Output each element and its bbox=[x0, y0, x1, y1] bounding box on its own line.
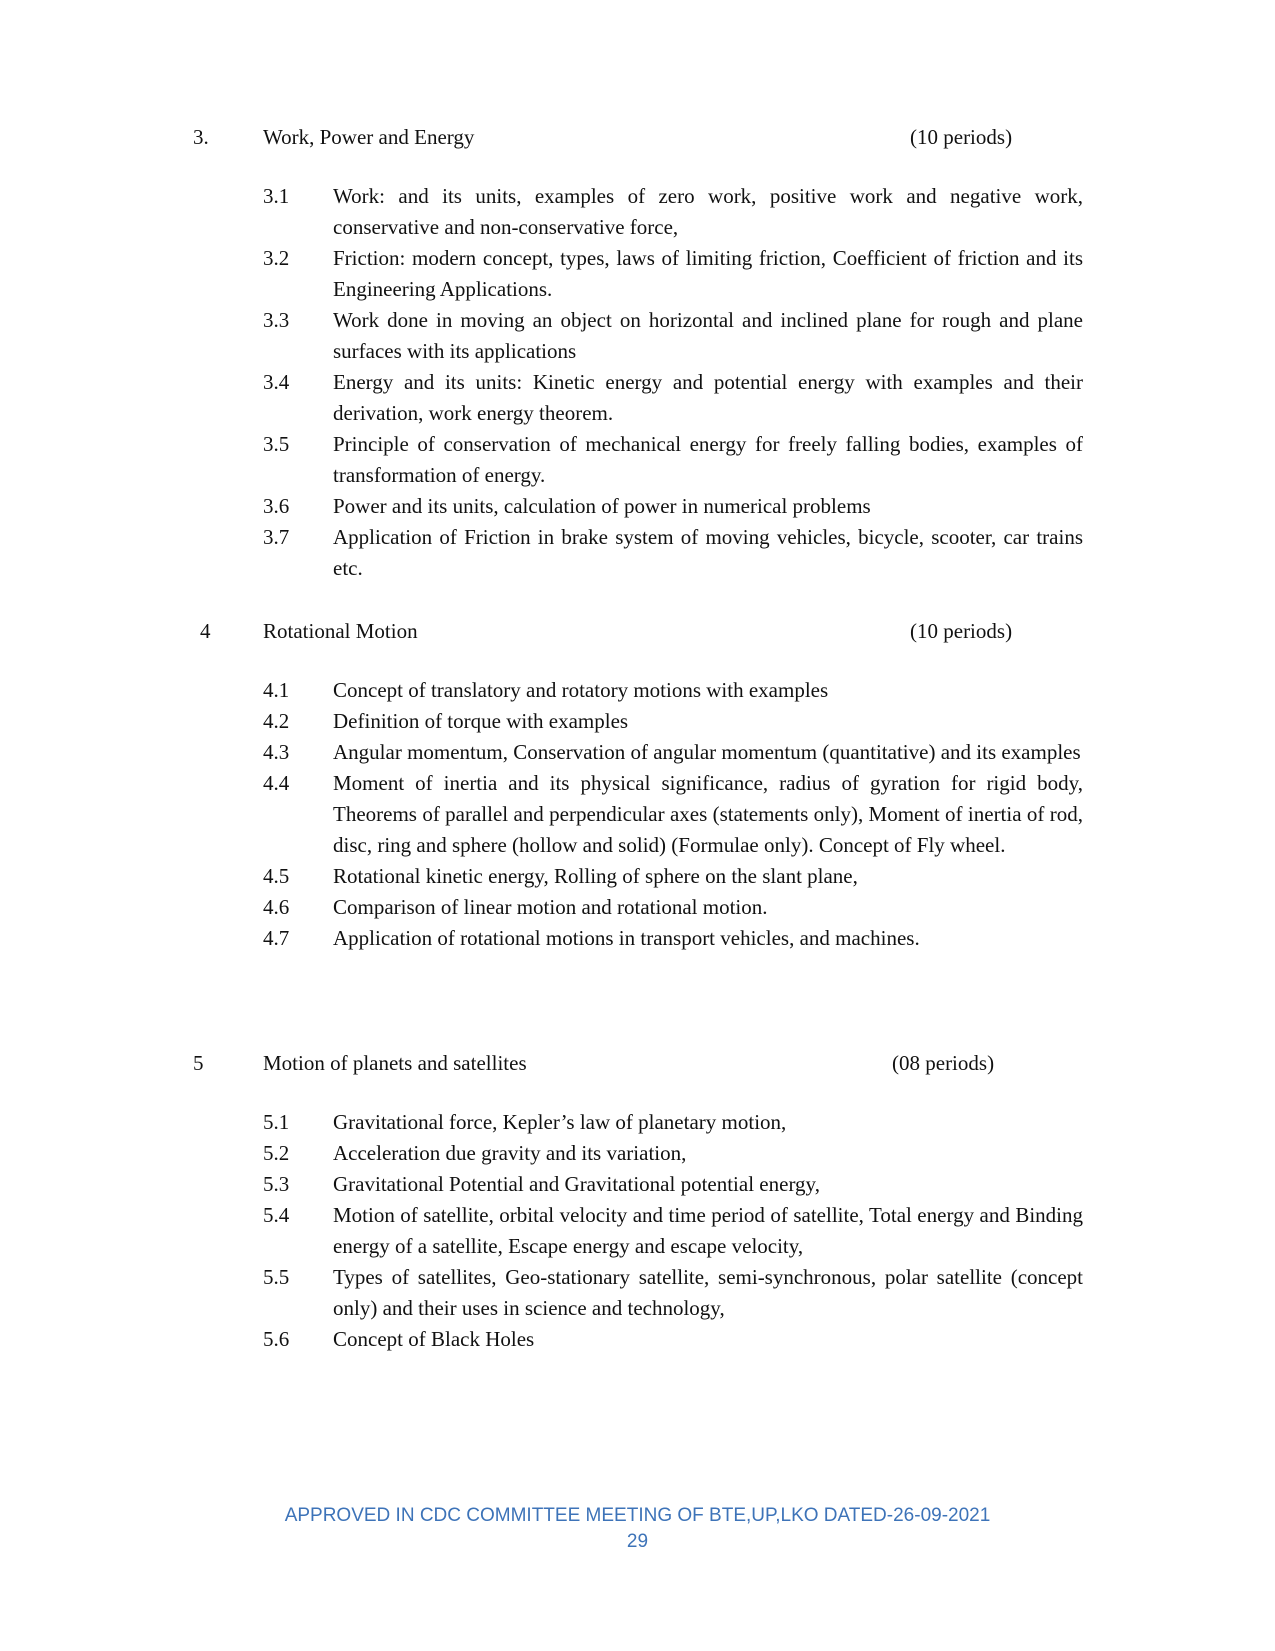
item-text: Work done in moving an object on horizontal and inclined plane for rough and plane surfaces with its applications bbox=[333, 308, 1083, 363]
item-text: Concept of Black Holes bbox=[333, 1327, 535, 1351]
item-text: Application of rotational motions in transport vehicles, and machines. bbox=[333, 926, 920, 950]
footer-approval: APPROVED IN CDC COMMITTEE MEETING OF BTE,UP,LKO DATED-26-09-2021 bbox=[284, 1505, 991, 1526]
item-number: 4.5 bbox=[263, 864, 290, 888]
section-number: 5 bbox=[193, 1051, 204, 1075]
section-title: Work, Power and Energy bbox=[263, 125, 475, 149]
item-number: 4.6 bbox=[263, 895, 290, 919]
item-number: 3.3 bbox=[263, 308, 290, 332]
list-item bbox=[0, 305, 1275, 367]
list-item bbox=[0, 1107, 1275, 1138]
section-number: 4 bbox=[200, 619, 211, 643]
item-number: 3.1 bbox=[263, 184, 290, 208]
list-item bbox=[0, 1200, 1275, 1262]
item-text: Work: and its units, examples of zero work, positive work and negative work, conservative and non-conservative force, bbox=[333, 184, 1083, 239]
item-number: 4.4 bbox=[263, 771, 290, 795]
page-number: 29 bbox=[626, 1531, 649, 1552]
list-item bbox=[0, 429, 1275, 491]
section-4 bbox=[0, 616, 1275, 950]
section-title: Rotational Motion bbox=[263, 619, 418, 643]
list-item bbox=[0, 768, 1275, 861]
list-item bbox=[0, 923, 1275, 954]
item-number: 3.6 bbox=[263, 494, 290, 518]
item-number: 4.7 bbox=[263, 926, 290, 950]
item-text: Gravitational force, Kepler’s law of planetary motion, bbox=[333, 1110, 787, 1134]
item-text: Angular momentum, Conservation of angular momentum (quantitative) and its examples bbox=[333, 740, 1081, 764]
item-list bbox=[0, 181, 1275, 584]
section-heading bbox=[0, 122, 1275, 154]
item-text: Power and its units, calculation of power in numerical problems bbox=[333, 494, 871, 518]
item-text: Principle of conservation of mechanical energy for freely falling bodies, examples of transformation of energy. bbox=[333, 432, 1083, 487]
section-3 bbox=[0, 122, 1275, 580]
list-item bbox=[0, 706, 1275, 737]
item-number: 5.1 bbox=[263, 1110, 290, 1134]
item-text: Comparison of linear motion and rotational motion. bbox=[333, 895, 768, 919]
item-text: Motion of satellite, orbital velocity and time period of satellite, Total energy and Binding energy of a satellite, Escape energy and escape velocity, bbox=[333, 1203, 1083, 1258]
item-text: Concept of translatory and rotatory motions with examples bbox=[333, 678, 829, 702]
item-number: 5.2 bbox=[263, 1141, 290, 1165]
item-text: Rotational kinetic energy, Rolling of sphere on the slant plane, bbox=[333, 864, 858, 888]
section-title: Motion of planets and satellites bbox=[263, 1051, 527, 1075]
item-number: 5.5 bbox=[263, 1265, 290, 1289]
section-periods: (10 periods) bbox=[910, 125, 1013, 149]
list-item bbox=[0, 1262, 1275, 1324]
list-item bbox=[0, 1169, 1275, 1200]
list-item bbox=[0, 491, 1275, 522]
item-number: 3.2 bbox=[263, 246, 290, 270]
item-text: Moment of inertia and its physical significance, radius of gyration for rigid body, Theorems of parallel and perpendicular axes (statements only), Moment of inertia of rod, disc, ring and sphere (hollow and solid) (Formulae only). Concept of Fly wheel. bbox=[333, 771, 1083, 857]
item-text: Application of Friction in brake system of moving vehicles, bicycle, scooter, car trains etc. bbox=[333, 525, 1083, 580]
item-text: Types of satellites, Geo-stationary satellite, semi-synchronous, polar satellite (concept only) and their uses in science and technology, bbox=[333, 1265, 1083, 1320]
item-number: 5.4 bbox=[263, 1203, 290, 1227]
item-number: 3.5 bbox=[263, 432, 290, 456]
item-text: Gravitational Potential and Gravitational potential energy, bbox=[333, 1172, 820, 1196]
item-text: Friction: modern concept, types, laws of limiting friction, Coefficient of friction and its Engineering Applications. bbox=[333, 246, 1083, 301]
item-number: 3.4 bbox=[263, 370, 290, 394]
list-item bbox=[0, 675, 1275, 706]
item-number: 4.2 bbox=[263, 709, 290, 733]
list-item bbox=[0, 1138, 1275, 1169]
item-text: Energy and its units: Kinetic energy and potential energy with examples and their derivation, work energy theorem. bbox=[333, 370, 1083, 425]
item-text: Acceleration due gravity and its variation, bbox=[333, 1141, 687, 1165]
list-item bbox=[0, 737, 1275, 768]
item-list bbox=[0, 675, 1275, 954]
item-list bbox=[0, 1107, 1275, 1355]
item-number: 3.7 bbox=[263, 525, 290, 549]
section-5 bbox=[0, 1048, 1275, 1351]
item-text: Definition of torque with examples bbox=[333, 709, 629, 733]
list-item bbox=[0, 892, 1275, 923]
section-periods: (08 periods) bbox=[892, 1051, 995, 1075]
section-periods: (10 periods) bbox=[910, 619, 1013, 643]
item-number: 5.3 bbox=[263, 1172, 290, 1196]
item-number: 4.3 bbox=[263, 740, 290, 764]
section-heading bbox=[0, 1048, 1275, 1080]
item-number: 4.1 bbox=[263, 678, 290, 702]
list-item bbox=[0, 522, 1275, 584]
section-number: 3. bbox=[193, 125, 209, 149]
item-number: 5.6 bbox=[263, 1327, 290, 1351]
list-item bbox=[0, 367, 1275, 429]
list-item bbox=[0, 243, 1275, 305]
section-heading bbox=[0, 616, 1275, 648]
list-item bbox=[0, 181, 1275, 243]
list-item bbox=[0, 1324, 1275, 1355]
list-item bbox=[0, 861, 1275, 892]
